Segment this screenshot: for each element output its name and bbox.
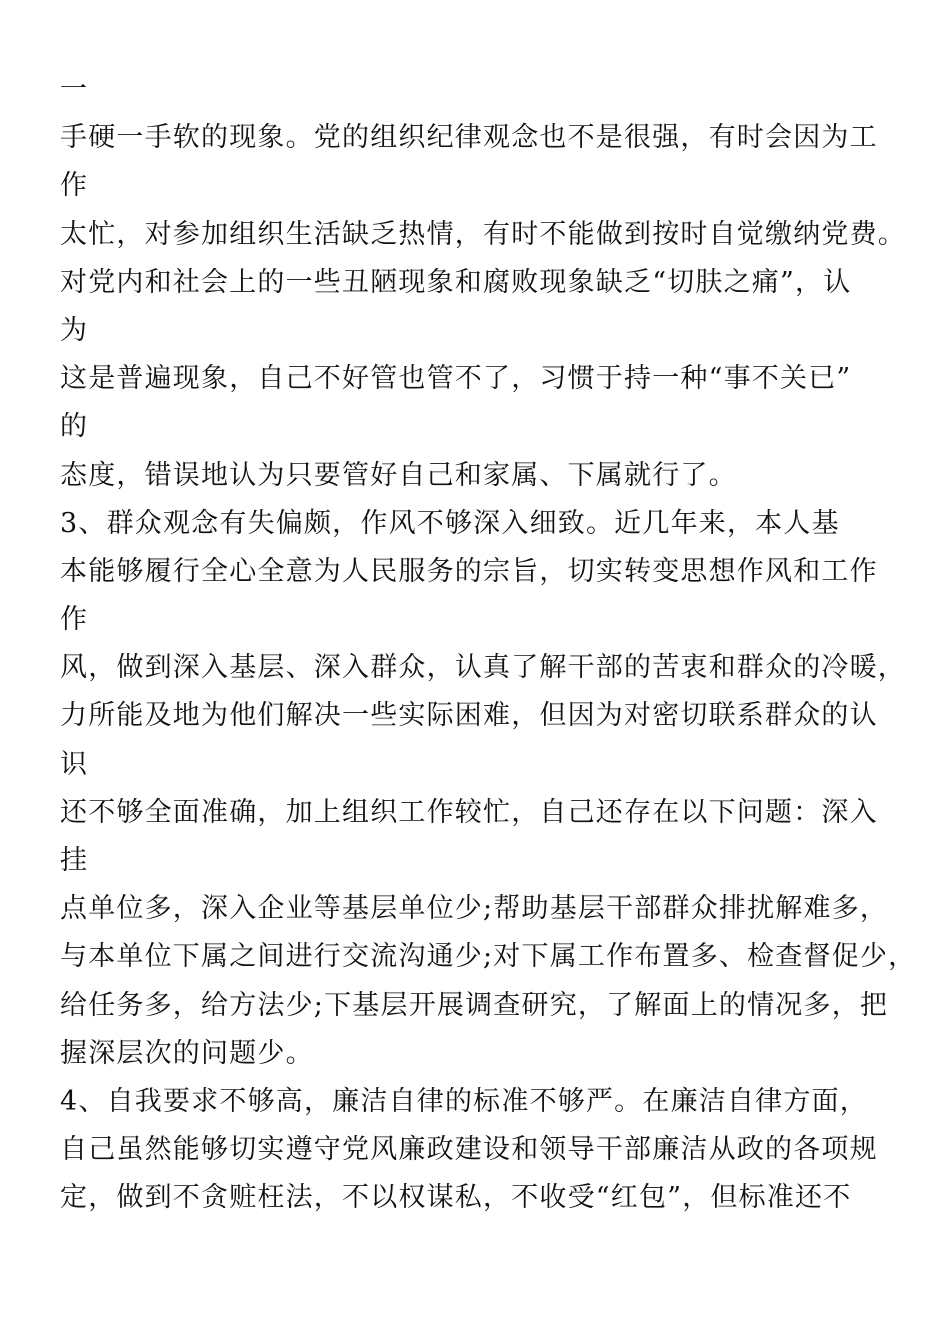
text-line: 识 — [60, 748, 89, 780]
text-line: 作 — [60, 604, 89, 636]
text-line: 风，做到深入基层、深入群众，认真了解干部的苦衷和群众的冷暖， — [60, 652, 906, 684]
text-line: 这是普遍现象，自己不好管也管不了，习惯于持一种“事不关已” — [60, 363, 852, 395]
text-line: 的 — [60, 411, 89, 443]
text-line: 定，做到不贪赃枉法，不以权谋私，不收受“红包”，但标准还不 — [60, 1182, 852, 1214]
text-line: 太忙，对参加组织生活缺乏热情，有时不能做到按时自觉缴纳党费。 — [60, 218, 906, 250]
text-line: 手硬一手软的现象。党的组织纪律观念也不是很强，有时会因为工 — [60, 122, 878, 154]
text-line: 本能够履行全心全意为人民服务的宗旨，切实转变思想作风和工作 — [60, 555, 878, 587]
text-line: 挂 — [60, 845, 89, 876]
text-line: 握深层次的问题少。 — [60, 1037, 314, 1069]
text-line: 还不够全面准确，加上组织工作较忙，自己还存在以下问题：深入 — [60, 796, 878, 828]
text-line: 作 — [60, 170, 89, 202]
document-body — [60, 66, 920, 1223]
text-line: 一 — [60, 74, 89, 105]
text-line: 4、自我要求不够高，廉洁自律的标准不够严。在廉洁自律方面， — [60, 1085, 868, 1117]
text-line: 态度，错误地认为只要管好自己和家属、下属就行了。 — [60, 459, 737, 491]
text-line: 与本单位下属之间进行交流沟通少;对下属工作布置多、检查督促少， — [60, 941, 917, 973]
text-line: 给任务多，给方法少;下基层开展调查研究，了解面上的情况多，把 — [60, 989, 889, 1021]
text-line: 对党内和社会上的一些丑陋现象和腐败现象缺乏“切肤之痛”，认 — [60, 266, 852, 298]
text-line: 自己虽然能够切实遵守党风廉政建设和领导干部廉洁从政的各项规 — [60, 1134, 878, 1166]
text-line: 3、群众观念有失偏颇，作风不够深入细致。近几年来，本人基 — [60, 507, 840, 539]
text-line: 点单位多，深入企业等基层单位少;帮助基层干部群众排扰解难多， — [60, 893, 889, 925]
text-line: 为 — [60, 314, 89, 346]
text-line: 力所能及地为他们解决一些实际困难，但因为对密切联系群众的认 — [60, 700, 878, 732]
